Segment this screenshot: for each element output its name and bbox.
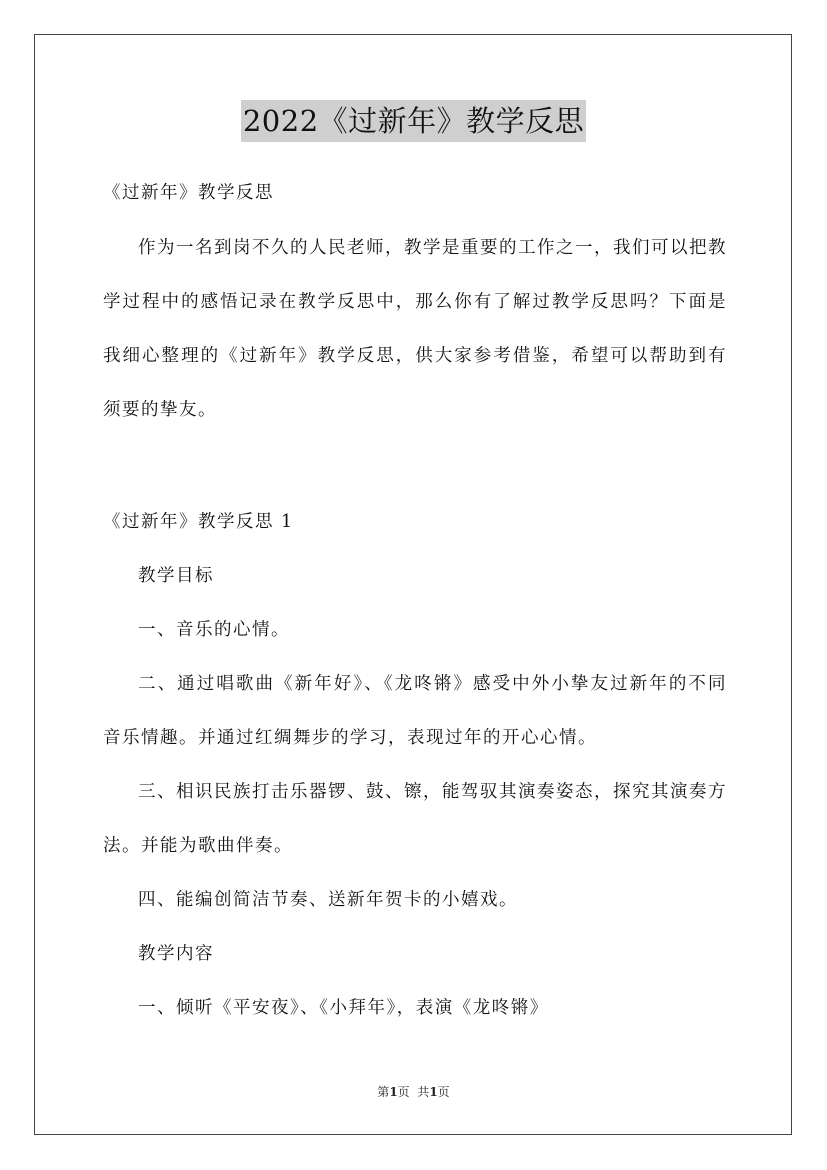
document-body <box>103 168 727 1035</box>
title-container <box>0 100 827 142</box>
intro-paragraph: 作为一名到岗不久的人民老师，教学是重要的工作之一，我们可以把教学过程中的感悟记录在教学反思中，那么你有了解过教学反思吗？下面是我细心整理的《过新年》教学反思，供大家参考借鉴，希望可以帮助到有须要的挚友。 <box>103 238 727 420</box>
page-footer <box>0 1083 827 1100</box>
footer-page-current: 1 <box>389 1085 398 1099</box>
goal-item: 四、能编创简洁节奏、送新年贺卡的小嬉戏。 <box>138 890 518 910</box>
footer-page-total: 1 <box>429 1085 438 1099</box>
goal-item: 二、通过唱歌曲《新年好》、《龙咚锵》感受中外小挚友过新年的不同音乐情趣。并通过红绸舞步的学习，表现过年的开心心情。 <box>103 674 727 748</box>
section-title: 《过新年》教学反思 1 <box>103 512 294 532</box>
content-heading: 教学内容 <box>138 944 214 964</box>
goal-item: 三、相识民族打击乐器锣、鼓、镲，能驾驭其演奏姿态，探究其演奏方法。并能为歌曲伴奏。 <box>103 782 727 856</box>
footer-prefix: 第 <box>377 1085 390 1099</box>
footer-suffix: 页 <box>437 1085 450 1099</box>
goals-heading: 教学目标 <box>138 566 214 586</box>
page-title: 2022《过新年》教学反思 <box>241 100 586 142</box>
content-item: 一、倾听《平安夜》、《小拜年》，表演《龙咚锵》 <box>138 998 549 1018</box>
footer-mid: 页 共 <box>397 1085 430 1099</box>
document-subtitle: 《过新年》教学反思 <box>103 183 274 203</box>
spacer <box>103 437 727 487</box>
goal-item: 一、音乐的心情。 <box>138 620 290 640</box>
